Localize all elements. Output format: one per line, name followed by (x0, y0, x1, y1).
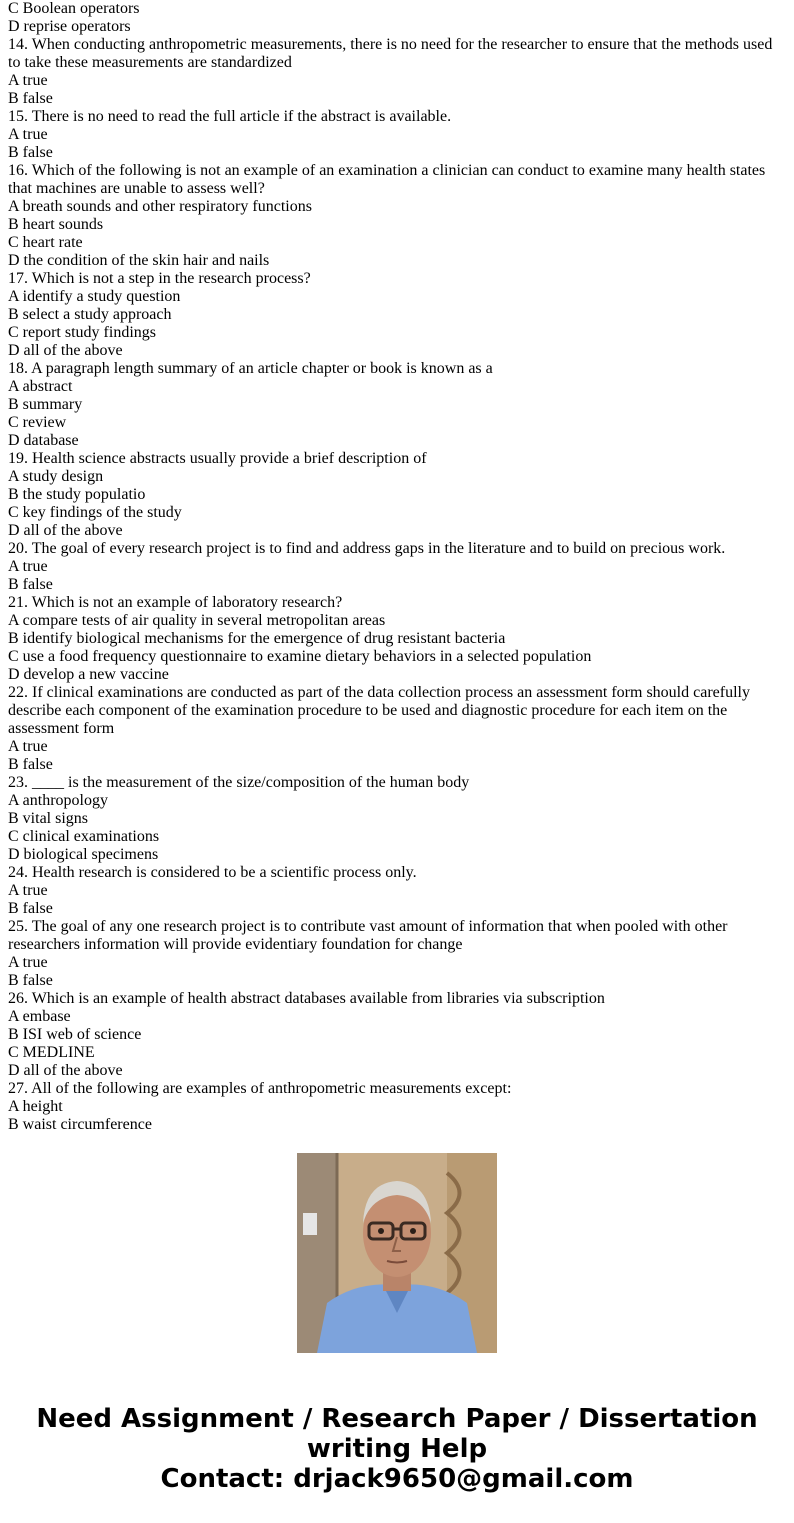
document-line: C clinical examinations (8, 828, 160, 845)
document-line: B vital signs (8, 810, 89, 827)
document-line: 22. If clinical examinations are conducted as part of the data collection process an assessment form should carefully describe each component of the examination procedure to be used and diagnostic procedure for each item on the assessment form (8, 684, 750, 737)
document-line: D develop a new vaccine (8, 666, 169, 683)
document-line: B false (8, 144, 53, 161)
document-line: 25. The goal of any one research project is to contribute vast amount of information that when pooled with other researchers information will provide evidentiary foundation for change (8, 918, 728, 953)
document-line: 24. Health research is considered to be a scientific process only. (8, 864, 417, 881)
document-line: 23. ____ is the measurement of the size/composition of the human body (8, 774, 470, 791)
document-line: A true (8, 738, 48, 755)
document-line: B false (8, 972, 53, 989)
document-line: A true (8, 558, 48, 575)
document-line: 17. Which is not a step in the research process? (8, 270, 311, 287)
document-line: A study design (8, 468, 104, 485)
document-line: C Boolean operators (8, 0, 140, 17)
document-line: 27. All of the following are examples of anthropometric measurements except: (8, 1080, 512, 1097)
document-line: D biological specimens (8, 846, 159, 863)
document-line: A embase (8, 1008, 71, 1025)
document-line: 18. A paragraph length summary of an article chapter or book is known as a (8, 360, 493, 377)
document-line: A breath sounds and other respiratory functions (8, 198, 312, 215)
document-line: B summary (8, 396, 83, 413)
document-line: B identify biological mechanisms for the emergence of drug resistant bacteria (8, 630, 506, 647)
document-line: A anthropology (8, 792, 108, 809)
document-line: C use a food frequency questionnaire to examine dietary behaviors in a selected population (8, 648, 592, 665)
promo-line-2: writing Help (306, 1434, 488, 1464)
document-line: A true (8, 954, 48, 971)
document-line: A height (8, 1098, 63, 1115)
document-line: 26. Which is an example of health abstract databases available from libraries via subscription (8, 990, 605, 1007)
document-line: D database (8, 432, 79, 449)
document-line: B select a study approach (8, 306, 172, 323)
document-line: C review (8, 414, 67, 431)
document-line: A true (8, 126, 48, 143)
document-line: 16. Which of the following is not an example of an examination a clinician can conduct to examine many health states that machines are unable to assess well? (8, 162, 766, 197)
document-line: 21. Which is not an example of laboratory research? (8, 594, 343, 611)
document-line: 14. When conducting anthropometric measurements, there is no need for the researcher to ensure that the methods used to take these measurements are standardized (8, 36, 773, 71)
document-line: A true (8, 72, 48, 89)
document-line: A true (8, 882, 48, 899)
document-line: 19. Health science abstracts usually provide a brief description of (8, 450, 427, 467)
question-document (8, 0, 786, 1133)
document-line: A abstract (8, 378, 73, 395)
document-line: 15. There is no need to read the full article if the abstract is available. (8, 108, 452, 125)
document-line: C MEDLINE (8, 1044, 95, 1061)
document-line: C heart rate (8, 234, 83, 251)
document-line: D the condition of the skin hair and nails (8, 252, 270, 269)
document-line: B false (8, 900, 53, 917)
document-line: A compare tests of air quality in several metropolitan areas (8, 612, 386, 629)
document-line: C report study findings (8, 324, 156, 341)
document-line: B heart sounds (8, 216, 104, 233)
document-line: B false (8, 576, 53, 593)
document-line: 20. The goal of every research project is to find and address gaps in the literature and to build on precious work. (8, 540, 726, 557)
document-line: D all of the above (8, 1062, 123, 1079)
author-photo (297, 1153, 497, 1353)
document-line: B the study populatio (8, 486, 146, 503)
document-line: D all of the above (8, 342, 123, 359)
document-line: B false (8, 756, 53, 773)
document-line: D reprise operators (8, 18, 131, 35)
document-line: A identify a study question (8, 288, 181, 305)
document-line: D all of the above (8, 522, 123, 539)
document-line: B false (8, 90, 53, 107)
document-line: B ISI web of science (8, 1026, 142, 1043)
promo-line-1: Need Assignment / Research Paper / Dissertation (36, 1404, 758, 1434)
promo-banner (0, 1404, 794, 1494)
document-line: C key findings of the study (8, 504, 182, 521)
document-line: B waist circumference (8, 1116, 152, 1133)
promo-contact: Contact: drjack9650@gmail.com (160, 1464, 634, 1494)
